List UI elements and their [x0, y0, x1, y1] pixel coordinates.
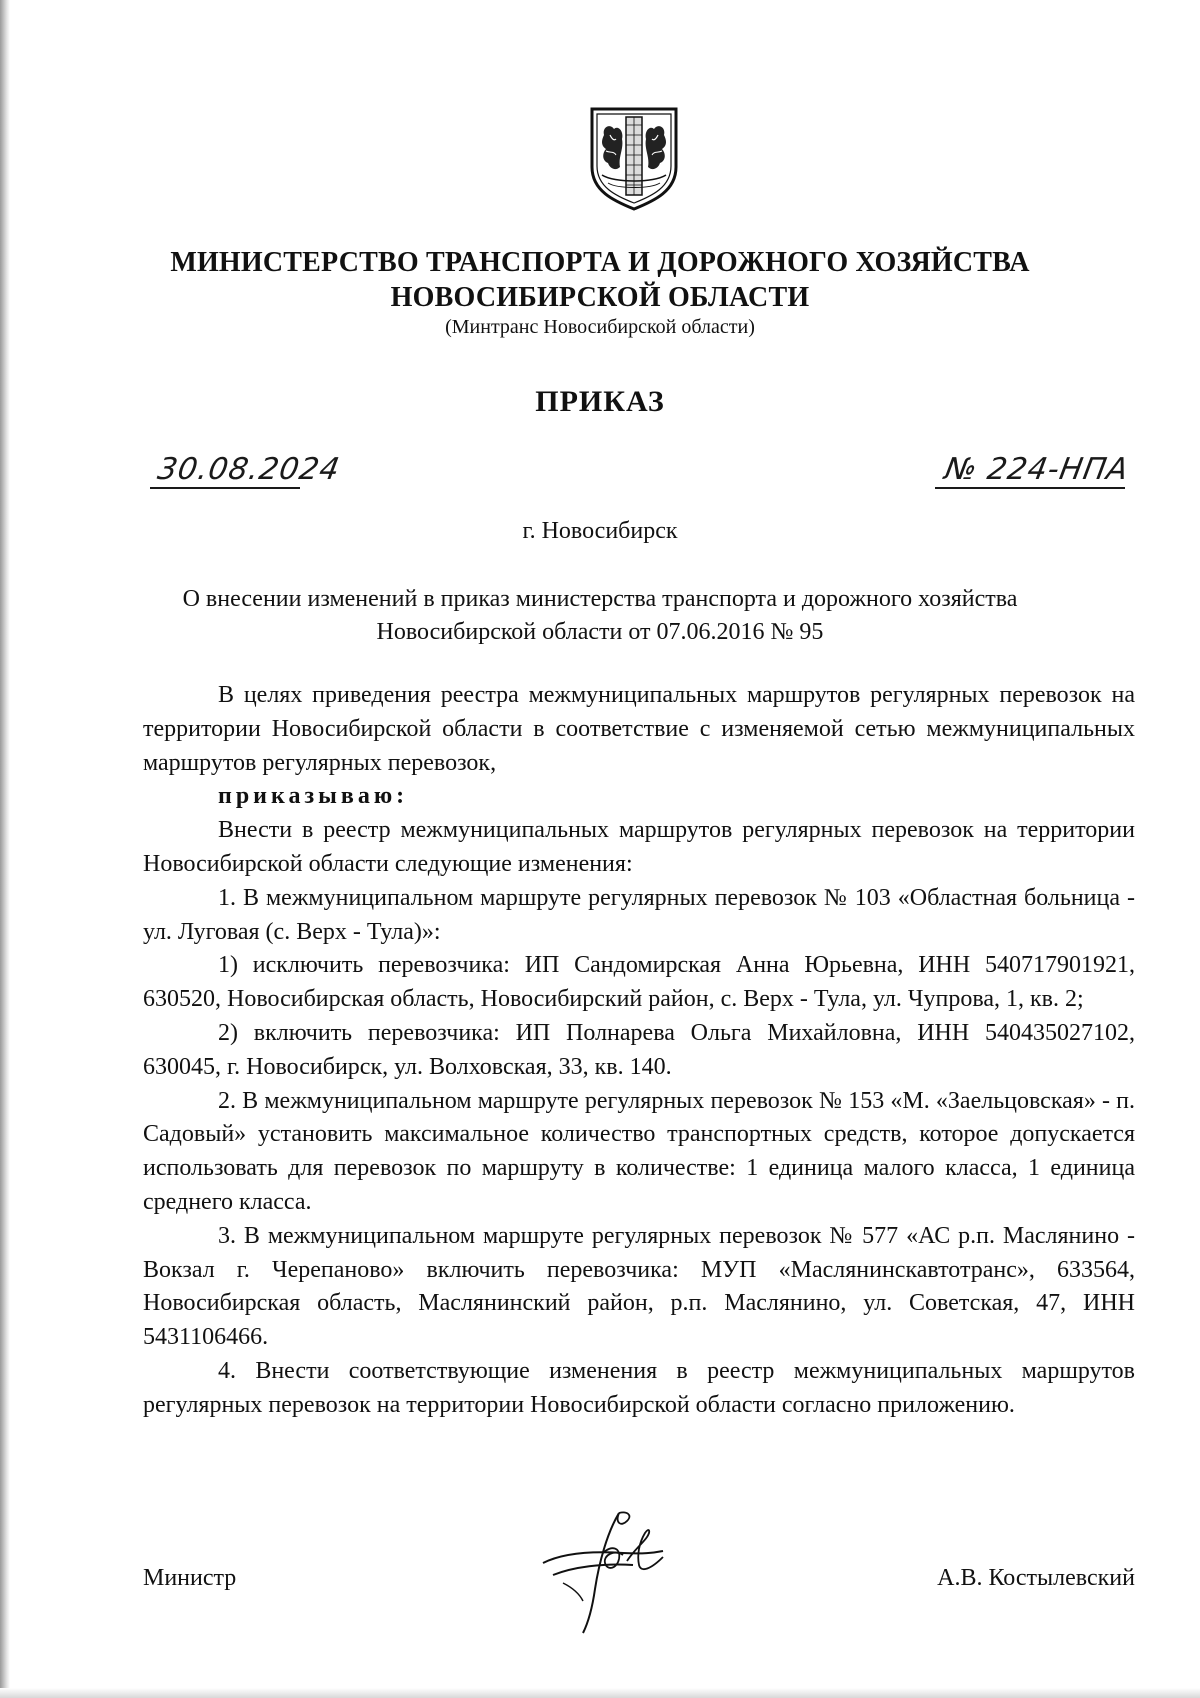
signer-position: Министр — [143, 1565, 237, 1591]
item-1: 1. В межмуниципальном маршруте регулярных перевозок № 103 «Областная больница - ул. Луговая (с. Верх - Тула)»: — [143, 884, 1135, 945]
item-4: 4. Внести соответствующие изменения в реестр межмуниципальных маршрутов регулярных перевозок на территории Новосибирской области согласно приложению. — [143, 1357, 1135, 1418]
handwritten-number: № 224-НПА — [941, 452, 1132, 487]
number-underline — [935, 487, 1125, 489]
signature-block — [143, 1545, 1135, 1635]
item-1-1: 1) исключить перевозчика: ИП Сандомирская Анна Юрьевна, ИНН 540717901921, 630520, Новосибирская область, Новосибирский район, с. Верх - Тула, ул. Чупрова, 1, кв. 2; — [143, 952, 1135, 1013]
coat-of-arms-icon — [588, 105, 680, 215]
document-body — [143, 679, 1135, 1423]
intro-paragraph: В целях приведения реестра межмуниципальных маршрутов регулярных перевозок на территории Новосибирской области в соответствие с изменяемой сетью межмуниципальных маршрутов регулярных перевозок, — [143, 682, 1135, 776]
document-kind: ПРИКАЗ — [535, 385, 665, 418]
scan-edge-bottom — [0, 1688, 1200, 1698]
city: г. Новосибирск — [522, 518, 678, 544]
ministry-title-line1: МИНИСТЕРСТВО ТРАНСПОРТА И ДОРОЖНОГО ХОЗЯЙСТВА — [170, 247, 1030, 278]
date-underline — [150, 487, 300, 489]
item-3: 3. В межмуниципальном маршруте регулярных перевозок № 577 «АС р.п. Маслянино - Вокзал г. Черепаново» включить перевозчика: МУП «Маслянинскавтотранс», 633564, Новосибирская область, Маслянинский район, р.п. Маслянино, ул. Советская, 47, ИНН 5431106466. — [143, 1222, 1135, 1351]
order-word: приказываю: — [218, 783, 409, 810]
item-1-2: 2) включить перевозчика: ИП Полнарева Ольга Михайловна, ИНН 540435027102, 630045, г. Новосибирск, ул. Волховская, 33, кв. 140. — [143, 1019, 1135, 1080]
handwritten-date: 30.08.2024 — [154, 452, 343, 487]
ministry-title-line2: НОВОСИБИРСКОЙ ОБЛАСТИ — [390, 282, 810, 313]
handwritten-signature — [523, 1493, 693, 1643]
signer-name: А.В. Костылевский — [937, 1565, 1135, 1591]
item-2: 2. В межмуниципальном маршруте регулярных перевозок № 153 «М. «Заельцовская» - п. Садовый» установить максимальное количество транспортных средств, которое допускается использовать для перевозок по маршруту в количестве: 1 единица малого класса, 1 единица среднего класса. — [143, 1087, 1135, 1215]
ministry-short-name: (Минтранс Новосибирской области) — [445, 316, 755, 338]
lead-paragraph: Внести в реестр межмуниципальных маршрутов регулярных перевозок на территории Новосибирской области следующие изменения: — [143, 817, 1135, 877]
document-subject: О внесении изменений в приказ министерства транспорта и дорожного хозяйства Новосибирской области от 07.06.2016 № 95 — [182, 586, 1018, 645]
